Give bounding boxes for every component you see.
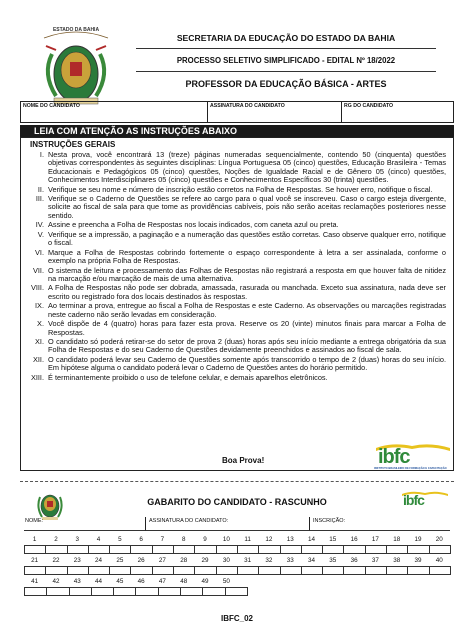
question-number: 34 <box>308 557 316 564</box>
instruction-text: Verifique se a impressão, a paginação e a numeração das questões estão corretas. Caso observe qualquer erro, notifique o fiscal. <box>48 229 446 248</box>
question-number: 25 <box>116 557 124 564</box>
instruction-item <box>26 320 446 337</box>
answer-cell <box>267 587 288 596</box>
secretaria-title: SECRETARIA DA EDUCAÇÃO DO ESTADO DA BAHIA <box>176 33 396 43</box>
answer-cell[interactable] <box>429 545 451 554</box>
candidate-name-field[interactable] <box>20 101 208 123</box>
question-number: 12 <box>265 536 273 543</box>
answer-cell <box>409 587 430 596</box>
question-number <box>258 578 279 585</box>
question-number <box>365 578 386 585</box>
answer-cell[interactable] <box>113 587 136 596</box>
answer-cell[interactable] <box>429 566 451 575</box>
question-number: 1 <box>32 536 37 543</box>
answer-numbers-row-3 <box>24 578 450 585</box>
answer-cell[interactable] <box>67 545 89 554</box>
answer-cell[interactable] <box>280 545 302 554</box>
answer-cell[interactable] <box>24 587 47 596</box>
answer-cell[interactable] <box>109 566 131 575</box>
question-number: 32 <box>265 557 273 564</box>
question-number <box>343 578 364 585</box>
question-number: 50 <box>222 578 230 585</box>
answer-numbers-row-2 <box>24 557 450 564</box>
header-divider-2 <box>136 71 436 72</box>
answer-cell[interactable] <box>91 587 114 596</box>
question-number: 48 <box>180 578 188 585</box>
answer-cell[interactable] <box>322 566 344 575</box>
answer-cell[interactable] <box>135 587 158 596</box>
answer-cell[interactable] <box>180 587 203 596</box>
instruction-number: IV. <box>35 220 44 230</box>
cargo-title: PROFESSOR DA EDUCAÇÃO BÁSICA - ARTES <box>185 79 387 89</box>
answer-cell[interactable] <box>407 545 429 554</box>
question-number: 39 <box>414 557 422 564</box>
instruction-number: IX. <box>35 301 44 311</box>
question-number: 3 <box>75 536 79 543</box>
question-number: 11 <box>244 536 251 543</box>
instruction-number: XI. <box>35 337 44 347</box>
instruction-item <box>26 231 446 248</box>
instruction-text: Assine e preencha a Folha de Respostas nos locais indicados, com caneta azul ou preta. <box>48 220 339 230</box>
question-number: 23 <box>73 557 81 564</box>
question-number: 7 <box>160 536 165 543</box>
answer-cell <box>247 587 268 596</box>
instruction-number: VI. <box>35 247 44 257</box>
rascunho-inscricao-field[interactable] <box>309 517 450 531</box>
instruction-text: A Folha de Respostas não pode ser dobrada, amassada, rasurada ou manchada. Exceto sua assinatura, nada deve ser escrito ou registrado fora dos locais destinados às respostas. <box>48 283 446 301</box>
instruction-text: O candidato poderá levar seu Caderno de Questões somente após transcorrido o tempo de 2 (duas) horas do seu início. Em hipótese alguma o candidato poderá levar o Caderno de Questões antes do horário permitido. <box>48 354 446 373</box>
cut-line <box>20 481 454 482</box>
question-number <box>237 578 258 585</box>
answer-cell[interactable] <box>202 587 225 596</box>
question-number: 41 <box>31 578 39 585</box>
answer-cell[interactable] <box>67 566 89 575</box>
answer-cell[interactable] <box>280 566 302 575</box>
answer-cell[interactable] <box>194 545 216 554</box>
instruction-number: VII. <box>32 265 44 275</box>
question-number <box>301 578 322 585</box>
question-number: 44 <box>95 578 103 585</box>
closing-text: Boa Prova! <box>222 456 265 465</box>
question-number: 15 <box>329 536 337 543</box>
ibfc-logo <box>372 442 454 472</box>
question-number: 43 <box>73 578 81 585</box>
question-number: 16 <box>350 536 358 543</box>
answer-cell[interactable] <box>130 545 152 554</box>
question-number: 13 <box>286 536 294 543</box>
answer-cell[interactable] <box>24 545 46 554</box>
instruction-item <box>26 195 446 220</box>
question-number: 22 <box>52 557 60 564</box>
answer-cell[interactable] <box>173 545 195 554</box>
candidate-rg-label: RG DO CANDIDATO <box>344 103 394 109</box>
question-number: 14 <box>308 536 316 543</box>
instruction-number: XII. <box>32 354 44 364</box>
answer-cell[interactable] <box>158 587 181 596</box>
answer-cell[interactable] <box>130 566 152 575</box>
instruction-item <box>26 284 446 301</box>
page-footer-code: IBFC_02 <box>220 614 253 623</box>
answer-cell[interactable] <box>216 545 238 554</box>
answer-cell[interactable] <box>46 587 69 596</box>
instruction-number: I. <box>39 150 44 159</box>
rascunho-signature-label: ASSINATURA DO CANDIDATO: <box>149 518 229 524</box>
question-number: 29 <box>201 557 209 564</box>
question-number: 20 <box>435 536 443 543</box>
ibfc-logo-small <box>400 490 450 512</box>
answer-cell[interactable] <box>365 545 387 554</box>
seal-text: ESTADO DA BAHIA <box>52 27 100 33</box>
question-number: 10 <box>222 536 230 543</box>
candidate-signature-field[interactable] <box>207 101 342 123</box>
instruction-text: Você dispõe de 4 (quatro) horas para fazer esta prova. Reserve os 20 (vinte) minutos finais para marcar a Folha de Respostas. <box>48 319 446 337</box>
candidate-rg-field[interactable] <box>341 101 454 123</box>
question-number <box>280 578 301 585</box>
question-number: 21 <box>31 557 39 564</box>
question-number: 33 <box>286 557 294 564</box>
question-number <box>407 578 428 585</box>
answer-cell[interactable] <box>301 545 323 554</box>
header-divider-1 <box>136 48 436 49</box>
instructions-banner <box>20 125 454 137</box>
answer-cell[interactable] <box>88 545 110 554</box>
answer-cell[interactable] <box>258 545 280 554</box>
answer-cell[interactable] <box>194 566 216 575</box>
edital-title: PROCESSO SELETIVO SIMPLIFICADO - EDITAL Nº 18/2022 <box>176 56 396 65</box>
answer-cell[interactable] <box>225 587 248 596</box>
question-number <box>322 578 343 585</box>
instruction-number: III. <box>35 194 44 204</box>
ibfc-logo-tagline: INSTITUTO BRASILEIRO DE FORMAÇÃO E CAPACITAÇÃO <box>374 467 447 470</box>
answer-cell <box>389 587 410 596</box>
ibfc-logo-small-text: ibfc <box>403 492 424 508</box>
answer-cell[interactable] <box>216 566 238 575</box>
question-number: 30 <box>222 557 230 564</box>
question-number: 45 <box>116 578 124 585</box>
question-number: 24 <box>95 557 103 564</box>
question-number: 4 <box>96 536 101 543</box>
answer-cells-row-2 <box>24 566 450 575</box>
instruction-text: O candidato só poderá retirar-se do setor de prova 2 (duas) horas após seu início mediante a entrega obrigatória da sua Folha de Respostas e do seu Caderno de Questões devidamente preenchidos e assinados ao fiscal de sala. <box>48 337 446 355</box>
answer-cells-row-3 <box>24 587 450 596</box>
instruction-item <box>26 338 446 355</box>
answer-cell[interactable] <box>237 545 259 554</box>
answer-cell <box>328 587 349 596</box>
question-number: 18 <box>393 536 401 543</box>
instruction-text: Verifique se seu nome e número de inscrição estão corretos na Folha de Respostas. Se houver erro, notifique o fiscal. <box>48 184 433 194</box>
answer-cell <box>430 587 451 596</box>
answer-cell[interactable] <box>45 545 67 554</box>
instruction-number: XIII. <box>30 372 44 382</box>
answer-cell[interactable] <box>69 587 92 596</box>
answer-cell[interactable] <box>237 566 259 575</box>
answer-cell[interactable] <box>88 566 110 575</box>
instruction-text: Marque a Folha de Respostas cobrindo fortemente o espaço correspondente à letra a ser assinalada, conforme o exemplo na própria Folha de Respostas. <box>48 247 446 266</box>
question-number: 2 <box>54 536 58 543</box>
answer-cell[interactable] <box>386 566 408 575</box>
question-number: 37 <box>371 557 379 564</box>
question-number: 26 <box>137 557 145 564</box>
answer-cell[interactable] <box>24 566 46 575</box>
question-number <box>429 578 450 585</box>
question-number: 8 <box>181 536 186 543</box>
answer-cell[interactable] <box>386 545 408 554</box>
rascunho-name-field[interactable] <box>24 517 145 531</box>
instruction-number: II. <box>37 184 44 194</box>
question-number: 6 <box>139 536 143 543</box>
instruction-number: V. <box>37 229 44 239</box>
rascunho-title: GABARITO DO CANDIDATO - RASCUNHO <box>147 497 327 507</box>
answer-cell[interactable] <box>343 545 365 554</box>
answer-cell <box>288 587 309 596</box>
instruction-item <box>26 374 446 382</box>
answer-numbers-row-1 <box>24 536 450 543</box>
instruction-item <box>26 267 446 284</box>
question-number: 47 <box>158 578 166 585</box>
question-number <box>386 578 407 585</box>
question-number: 49 <box>201 578 209 585</box>
answer-cell <box>348 587 369 596</box>
instruction-item <box>26 221 446 229</box>
instruction-number: X. <box>37 319 44 329</box>
question-number: 19 <box>414 536 422 543</box>
answer-cell[interactable] <box>258 566 280 575</box>
question-number: 9 <box>203 536 207 543</box>
instruction-text: Nesta prova, você encontrará 13 (treze) páginas numeradas sequencialmente, contendo 50 (cinquenta) questões objetivas correspondentes às seguintes disciplinas: Língua Portuguesa 05 (cinco) questões, Educação Brasileira - Temas Educacionais e Pedagógicos 05 (cinco) questões, Noções de Igualdade Racial e de Gênero 05 (cinco) questões, Conhecimentos Interdisciplinares 05 (cinco) questões e Conhecimentos Específicos 30 (trinta) questões. <box>48 150 446 185</box>
answer-cell[interactable] <box>343 566 365 575</box>
instruction-item <box>26 249 446 266</box>
answer-cell[interactable] <box>152 545 174 554</box>
answer-cell[interactable] <box>407 566 429 575</box>
rascunho-name-label: NOME: <box>25 518 44 524</box>
answer-cell[interactable] <box>365 566 387 575</box>
candidate-signature-label: ASSINATURA DO CANDIDATO <box>210 103 285 109</box>
instruction-number: VIII. <box>30 283 44 293</box>
question-number: 36 <box>350 557 358 564</box>
question-number: 42 <box>52 578 60 585</box>
question-number: 40 <box>435 557 443 564</box>
answer-cell[interactable] <box>45 566 67 575</box>
answer-cells-row-1 <box>24 545 450 554</box>
question-number: 5 <box>118 536 122 543</box>
question-number: 28 <box>180 557 188 564</box>
answer-cell[interactable] <box>109 545 131 554</box>
candidate-name-label: NOME DO CANDIDATO <box>23 103 80 109</box>
question-number: 27 <box>158 557 166 564</box>
answer-cell[interactable] <box>173 566 195 575</box>
ibfc-logo-text: ibfc <box>378 446 410 468</box>
instruction-text: O sistema de leitura e processamento das Folhas de Respostas não registrará a resposta em que houver falta de nitidez na marcação e/ou marcação de mais de uma alternativa. <box>48 265 446 283</box>
instruction-item <box>26 356 446 373</box>
answer-cell[interactable] <box>322 545 344 554</box>
instructions-list <box>26 151 446 383</box>
answer-cell[interactable] <box>301 566 323 575</box>
instructions-title: INSTRUÇÕES GERAIS <box>30 140 116 149</box>
instruction-item <box>26 151 446 184</box>
rascunho-signature-field[interactable] <box>145 517 309 531</box>
instruction-text: Verifique se o Caderno de Questões se refere ao cargo para o qual você se inscreveu. Caso o cargo esteja divergente, solicite ao fiscal de sala para que tome as providências cabíveis, pois não serão aceitas reclamações posteriores nesse sentido. <box>48 194 446 220</box>
instruction-text: É terminantemente proibido o uso de telefone celular, e demais aparelhos eletrônicos. <box>48 372 328 382</box>
instruction-item <box>26 302 446 319</box>
instructions-banner-text: LEIA COM ATENÇÃO AS INSTRUÇÕES ABAIXO <box>34 126 238 136</box>
instruction-item <box>26 186 446 194</box>
answer-cell <box>308 587 329 596</box>
question-number: 38 <box>393 557 401 564</box>
answer-cell <box>369 587 390 596</box>
question-number: 46 <box>137 578 145 585</box>
question-number: 31 <box>244 557 252 564</box>
rascunho-inscricao-label: INSCRIÇÃO: <box>313 518 346 524</box>
question-number: 17 <box>371 536 379 543</box>
question-number: 35 <box>329 557 337 564</box>
instruction-text: Ao terminar a prova, entregue ao fiscal a Folha de Respostas e este Caderno. As observações ou marcações registradas neste caderno não serão levadas em consideração. <box>48 301 446 319</box>
answer-cell[interactable] <box>152 566 174 575</box>
